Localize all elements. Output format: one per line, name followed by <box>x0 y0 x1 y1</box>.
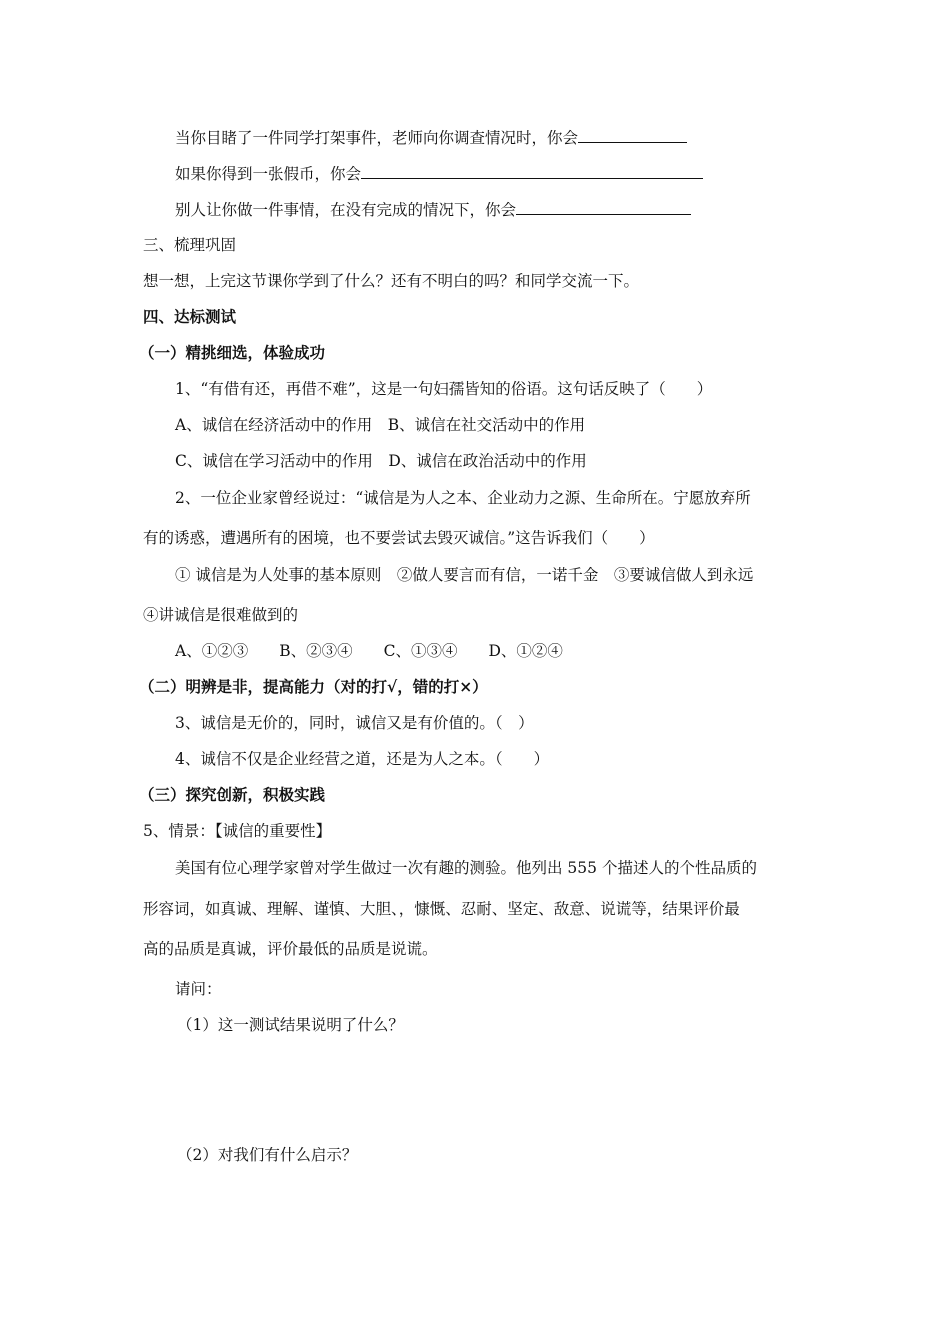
ask-label: 请问： <box>175 980 222 998</box>
question-1-stem: 1、“有借有还，再借不难”，这是一句妇孺皆知的俗语。这句话反映了（ ） <box>175 380 713 398</box>
sub-question-1: （1）这一测试结果说明了什么？ <box>177 1016 404 1034</box>
passage-line-1: 美国有位心理学家曾对学生做过一次有趣的测验。他列出 555 个描述人的个性品质的 <box>175 859 757 877</box>
question-2-options: A、①②③ B、②③④ C、①③④ D、①②④ <box>175 642 563 660</box>
question-1-options-row-1: A、诚信在经济活动中的作用 B、诚信在社交活动中的作用 <box>175 416 586 434</box>
question-2-statements-line-2: ④讲诚信是很难做到的 <box>143 606 299 624</box>
sub-question-2: （2）对我们有什么启示？ <box>177 1146 358 1164</box>
section-3-heading: 三、梳理巩固 <box>143 236 237 254</box>
question-4: 4、诚信不仅是企业经营之道，还是为人之本。（ ） <box>175 750 550 768</box>
fill-in-item-2-text: 如果你得到一张假币，你会 <box>175 165 362 183</box>
question-2-statements-line-1: ① 诚信是为人处事的基本原则 ②做人要言而有信，一诺千金 ③要诚信做人到永远 <box>175 566 754 584</box>
question-5-label: 5、情景：【诚信的重要性】 <box>143 822 332 840</box>
question-2-stem-line-2: 有的诱惑，遭遇所有的困境，也不要尝试去毁灭诚信。”这告诉我们（ ） <box>143 529 655 547</box>
answer-blank-2[interactable] <box>361 163 703 179</box>
answer-blank-3[interactable] <box>516 199 691 215</box>
fill-in-item-3 <box>175 199 691 220</box>
fill-in-item-2 <box>175 163 703 184</box>
passage-line-3: 高的品质是真诚，评价最低的品质是说谎。 <box>143 940 438 958</box>
fill-in-item-1-text: 当你目睹了一件同学打架事件，老师向你调查情况时，你会 <box>175 129 579 147</box>
question-1-options-row-2: C、诚信在学习活动中的作用 D、诚信在政治活动中的作用 <box>175 452 587 470</box>
section-3-text: 想一想，上完这节课你学到了什么？还有不明白的吗？和同学交流一下。 <box>143 272 640 290</box>
fill-in-item-1 <box>175 127 687 148</box>
question-3: 3、诚信是无价的，同时，诚信又是有价值的。（ ） <box>175 714 534 732</box>
part-3-heading: （三）探究创新，积极实践 <box>139 785 326 804</box>
answer-blank-1[interactable] <box>578 127 687 143</box>
question-2-stem-line-1: 2、一位企业家曾经说过：“诚信是为人之本、企业动力之源、生命所在。宁愿放弃所 <box>175 489 751 507</box>
part-2-heading: （二）明辨是非，提高能力（对的打√，错的打×） <box>139 677 488 696</box>
part-1-heading: （一）精挑细选，体验成功 <box>139 343 326 362</box>
fill-in-item-3-text: 别人让你做一件事情，在没有完成的情况下，你会 <box>175 201 517 219</box>
section-4-heading: 四、达标测试 <box>143 307 237 326</box>
passage-line-2: 形容词，如真诚、理解、谨慎、大胆、，慷慨、忍耐、坚定、敌意、说谎等，结果评价最 <box>143 900 740 918</box>
